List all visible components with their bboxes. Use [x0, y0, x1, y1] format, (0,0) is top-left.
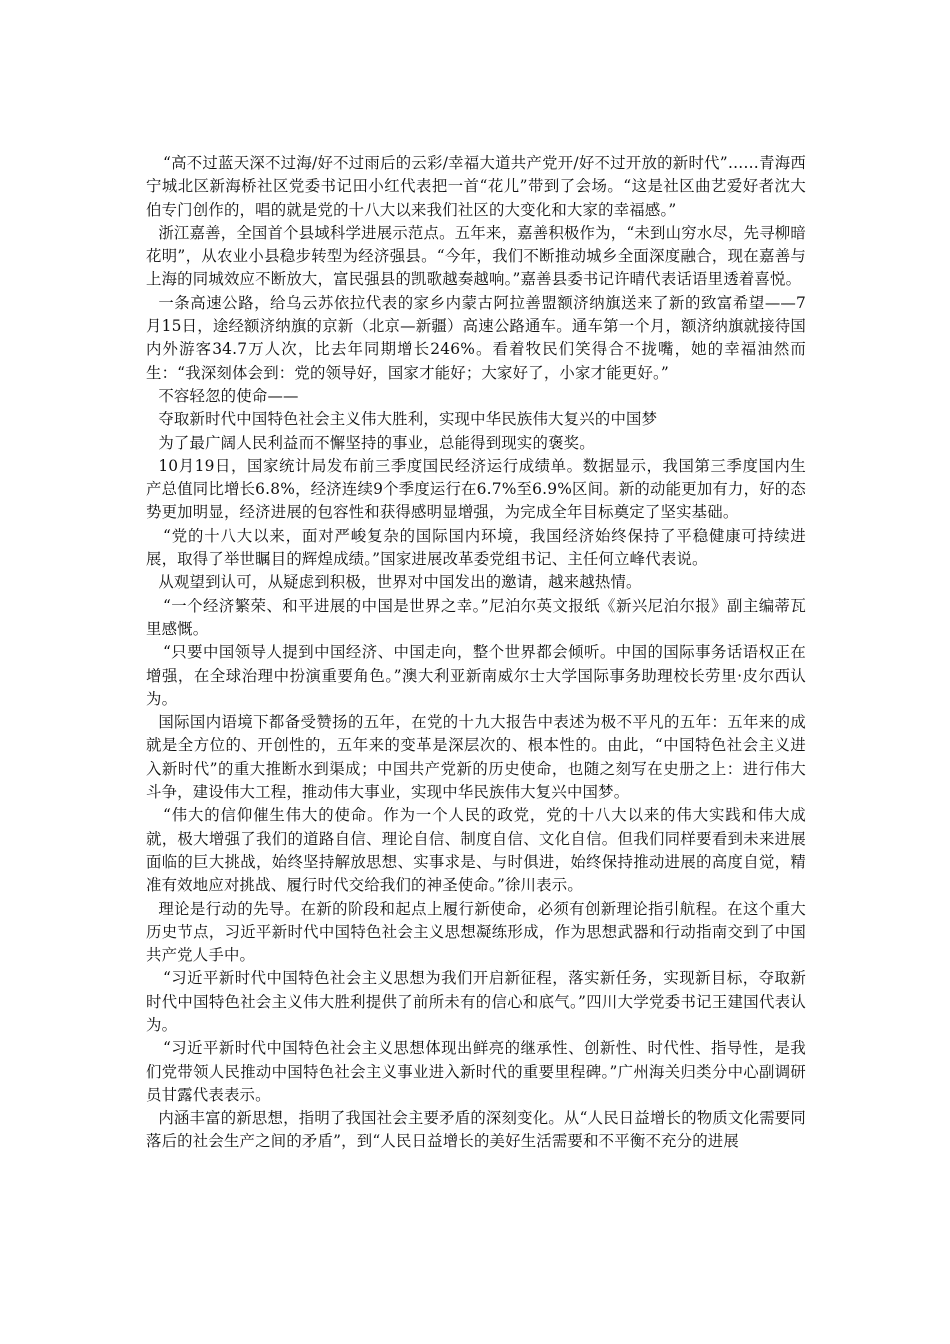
section-subheading: 夺取新时代中国特色社会主义伟大胜利，实现中华民族伟大复兴的中国梦 [158, 410, 658, 429]
paragraph: “党的十八大以来，面对严峻复杂的国际国内环境，我国经济始终保持了平稳健康可持续进展，取得了举世瞩目的辉煌成绩。”国家进展改革委党组书记、主任何立峰代表说。 [146, 526, 806, 569]
paragraph: 理论是行动的先导。在新的阶段和起点上履行新使命，必须有创新理论指引航程。在这个重大历史节点，习近平新时代中国特色社会主义思想凝练形成，作为思想武器和行动指南交到了中国共产党人手中。 [146, 899, 806, 965]
paragraph: “习近平新时代中国特色社会主义思想体现出鲜亮的继承性、创新性、时代性、指导性，是我们党带领人民推动中国特色社会主义事业进入新时代的重要里程碑。”广州海关归类分中心副调研员甘露代表表示。 [146, 1039, 806, 1104]
paragraph: “习近平新时代中国特色社会主义思想为我们开启新征程，落实新任务，实现新目标，夺取新时代中国特色社会主义伟大胜利提供了前所未有的信心和底气。”四川大学党委书记王建国代表认为。 [146, 969, 806, 1034]
paragraph: 内涵丰富的新思想，指明了我国社会主要矛盾的深刻变化。从“人民日益增长的物质文化需要同落后的社会生产之间的矛盾”，到“人民日益增长的美好生活需要和不平衡不充分的进展 [146, 1109, 806, 1151]
paragraph: 一条高速公路，给乌云苏依拉代表的家乡内蒙古阿拉善盟额济纳旗送来了新的致富希望——7月15日，途经额济纳旗的京新（北京—新疆）高速公路通车。通车第一个月，额济纳旗就接待国内外游客34.7万人次，比去年同期增长246%。看着牧民们笑得合不拢嘴，她的幸福油然而生：“我深刻体会到：党的领导好，国家才能好；大家好了，小家才能更好。” [146, 293, 806, 382]
paragraph: 国际国内语境下都备受赞扬的五年，在党的十九大报告中表述为极不平凡的五年：五年来的成就是全方位的、开创性的，五年来的变革是深层次的、根本性的。由此，“中国特色社会主义进入新时代”的重大推断水到渠成；中国共产党新的历史使命，也随之刻写在史册之上：进行伟大斗争，建设伟大工程，推动伟大事业，实现中华民族伟大复兴中国梦。 [146, 713, 806, 802]
section-heading: 不容轻忽的使命—— [158, 386, 299, 405]
paragraph: 10月19日，国家统计局发布前三季度国民经济运行成绩单。数据显示，我国第三季度国内生产总值同比增长6.8%，经济连续9个季度运行在6.7%至6.9%区间。新的动能更加有力，好的态势更加明显，经济进展的包容性和获得感明显增强，为完成全年目标奠定了坚实基础。 [146, 456, 806, 522]
paragraph: “只要中国领导人提到中国经济、中国走向，整个世界都会倾听。中国的国际事务话语权正在增强，在全球治理中扮演重要角色。”澳大利亚新南威尔士大学国际事务助理校长劳里·皮尔西认为。 [146, 643, 806, 708]
paragraph: “一个经济繁荣、和平进展的中国是世界之幸。”尼泊尔英文报纸《新兴尼泊尔报》副主编蒂瓦里感慨。 [146, 596, 806, 638]
paragraph: 为了最广阔人民利益而不懈坚持的事业，总能得到现实的褒奖。 [158, 433, 595, 452]
paragraph: 从观望到认可，从疑虑到积极，世界对中国发出的邀请，越来越热情。 [158, 573, 642, 592]
paragraph: “高不过蓝天深不过海/好不过雨后的云彩/幸福大道共产党开/好不过开放的新时代”……青海西宁城北区新海桥社区党委书记田小红代表把一首“花儿”带到了会场。“这是社区曲艺爱好者沈大伯专门创作的，唱的就是党的十八大以来我们社区的大变化和大家的幸福感。” [146, 154, 806, 219]
paragraph: “伟大的信仰催生伟大的使命。作为一个人民的政党，党的十八大以来的伟大实践和伟大成就，极大增强了我们的道路自信、理论自信、制度自信、文化自信。但我们同样要看到未来进展面临的巨大挑战，始终坚持解放思想、实事求是、与时俱进，始终保持推动进展的高度自觉，精准有效地应对挑战、履行时代交给我们的神圣使命。”徐川表示。 [146, 806, 806, 895]
paragraph: 浙江嘉善，全国首个县域科学进展示范点。五年来，嘉善积极作为，“未到山穷水尽，先寻柳暗花明”，从农业小县稳步转型为经济强县。“今年，我们不断推动城乡全面深度融合，现在嘉善与上海的同城效应不断放大，富民强县的凯歌越奏越响。”嘉善县委书记许晴代表话语里透着喜悦。 [146, 223, 806, 289]
document-body [146, 152, 806, 1154]
